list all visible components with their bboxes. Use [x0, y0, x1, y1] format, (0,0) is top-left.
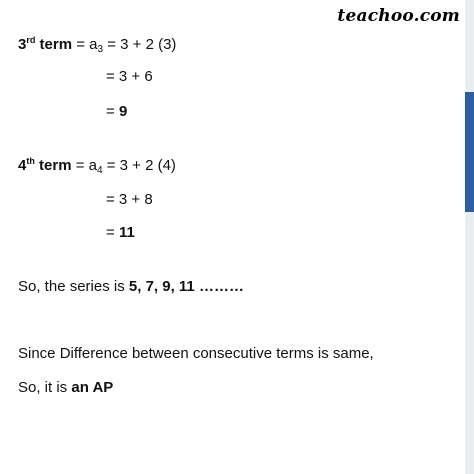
- term4-lhs-var: a: [88, 157, 97, 174]
- right-edge-bar: [465, 0, 474, 474]
- term3-result-value: 9: [118, 103, 128, 120]
- term4-result-value: 11: [118, 224, 135, 241]
- term4-result-eq: =: [106, 224, 115, 241]
- term3-lhs-sub: 3: [97, 44, 104, 55]
- term4-lhs-sub: 4: [96, 165, 103, 176]
- term3-label-num: 3: [18, 36, 27, 53]
- right-edge-accent: [465, 92, 474, 212]
- term4-result: [106, 224, 135, 242]
- series-values: 5, 7, 9, 11 ………: [128, 278, 244, 295]
- term4-rhs: = 3 + 2 (4): [106, 157, 176, 174]
- term4-label-word: term: [39, 157, 72, 174]
- term4-label-num: 4: [18, 157, 27, 174]
- term3-result: [106, 103, 127, 121]
- term4-equation: 4th term = $a_4 = 3 + 2$ (4): [18, 156, 176, 176]
- conclusion-line2: [18, 379, 113, 397]
- series-line: [18, 278, 244, 296]
- brand-logo: teachoo.com: [337, 6, 460, 26]
- term3-lhs-var: a: [89, 36, 98, 53]
- series-prefix: So, the series is: [18, 278, 125, 295]
- term4-step1: = 3 + 8: [106, 191, 153, 208]
- term4-label-sup: th: [26, 156, 35, 166]
- term3-label-sup: rd: [26, 35, 36, 45]
- conclusion-prefix: So, it is: [18, 379, 68, 396]
- conclusion-line1: Since Difference between consecutive terms is same,: [18, 345, 374, 362]
- term3-label-word: term: [39, 36, 73, 53]
- term3-step1: = 3 + 6: [106, 68, 153, 85]
- conclusion-bold: an AP: [71, 379, 114, 396]
- term3-rhs: = 3 + 2 (3): [107, 36, 177, 53]
- term3-result-eq: =: [106, 103, 115, 120]
- term3-equation: 3rd term = $a_3 = 3 + 2$ (3): [18, 35, 177, 55]
